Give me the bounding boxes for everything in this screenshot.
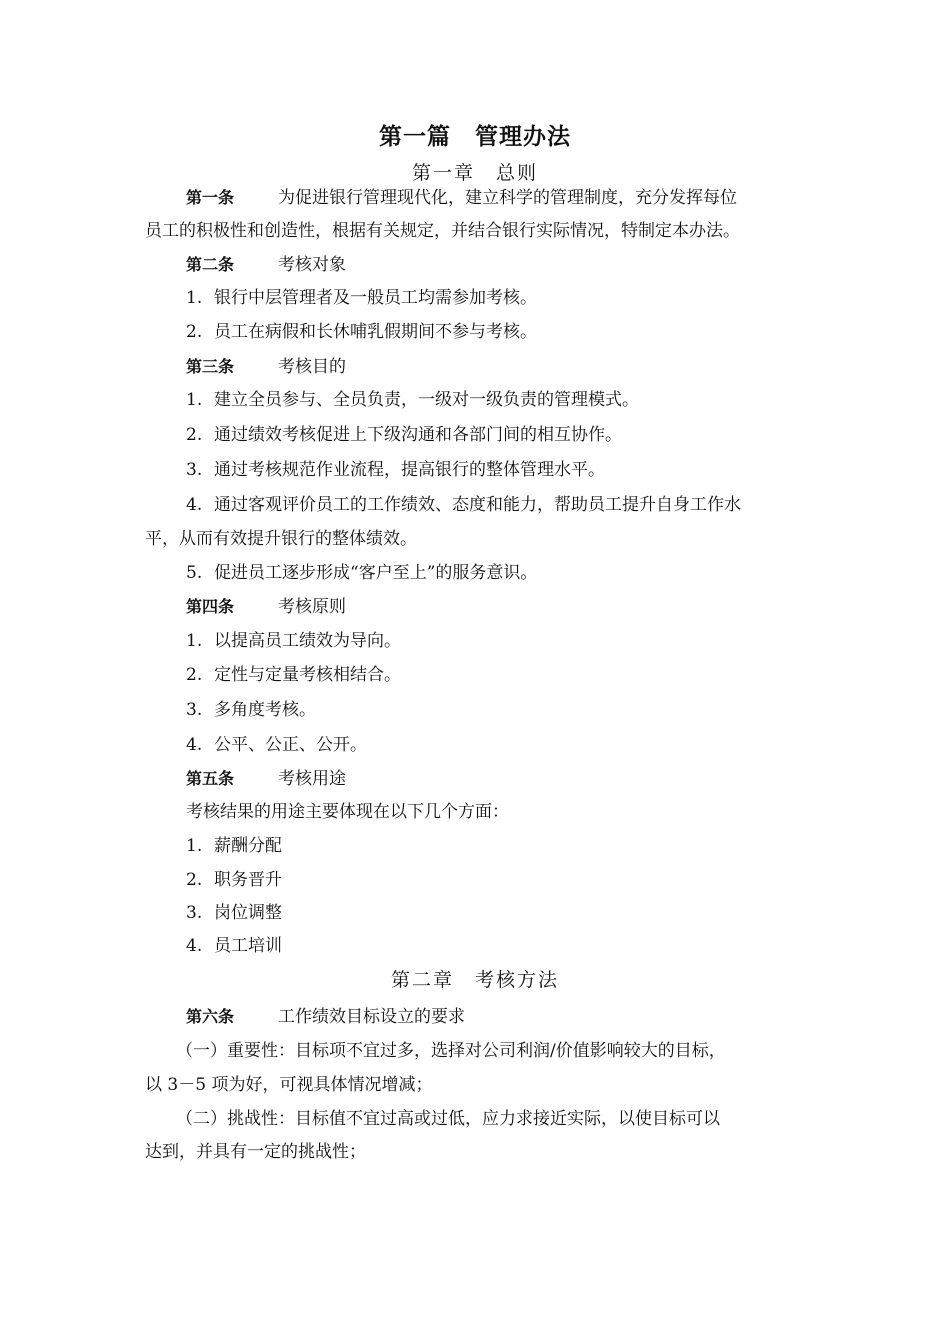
list-number: 2.: [186, 322, 203, 342]
list-item: [0, 934, 950, 958]
list-number: 2.: [186, 665, 203, 685]
article-5-intro: [0, 800, 950, 824]
list-text: 通过绩效考核促进上下级沟通和各部门间的相互协作。: [214, 425, 622, 445]
list-text: 职务晋升: [214, 870, 282, 890]
list-text: 员工在病假和长休哺乳假期间不参与考核。: [214, 322, 537, 342]
list-number: 4.: [186, 936, 203, 956]
paragraph-line: [0, 1140, 950, 1164]
list-number: 4.: [186, 735, 203, 755]
list-number: 5.: [186, 563, 203, 583]
list-number: 3.: [186, 700, 203, 720]
list-text: 以提高员工绩效为导向。: [214, 631, 401, 651]
article-text: 为促进银行管理现代化，建立科学的管理制度，充分发挥每位: [278, 188, 737, 208]
list-item: [0, 388, 950, 412]
article-1-line-1: [0, 186, 950, 210]
list-number: 1.: [186, 288, 203, 308]
article-4-heading: [0, 595, 950, 619]
article-2-heading: [0, 253, 950, 277]
list-text-continued: 平，从而有效提升银行的整体绩效。: [145, 529, 417, 549]
list-item: [0, 320, 950, 344]
list-number: 1.: [186, 631, 203, 651]
list-number: 2.: [186, 870, 203, 890]
article-title: 考核对象: [278, 255, 346, 275]
paragraph-text-continued: 以 3－5 项为好，可视具体情况增减；: [145, 1075, 433, 1095]
list-text: 薪酬分配: [214, 836, 282, 856]
list-item: [0, 901, 950, 925]
list-number: 1.: [186, 836, 203, 856]
list-text: 通过客观评价员工的工作绩效、态度和能力，帮助员工提升自身工作水: [214, 495, 741, 515]
list-item: [0, 663, 950, 687]
article-label: 第五条: [186, 769, 235, 788]
list-item: [0, 868, 950, 892]
article-3-heading: [0, 355, 950, 379]
list-text: 多角度考核。: [214, 700, 316, 720]
article-title: 工作绩效目标设立的要求: [278, 1007, 465, 1027]
list-item: [0, 286, 950, 310]
article-5-heading: [0, 767, 950, 791]
chapter-title: 第一章 总则: [411, 162, 538, 184]
list-text: 通过考核规范作业流程，提高银行的整体管理水平。: [214, 460, 605, 480]
article-label: 第六条: [186, 1007, 235, 1026]
list-item: [0, 561, 950, 585]
intro-text: 考核结果的用途主要体现在以下几个方面：: [186, 802, 509, 822]
article-label: 第二条: [186, 255, 235, 274]
article-1-line-2: [0, 219, 950, 243]
chapter-title: 第二章 考核方法: [390, 969, 559, 991]
list-item: [0, 493, 950, 517]
list-item-continued: [0, 527, 950, 551]
list-text: 公平、公正、公开。: [214, 735, 367, 755]
article-title: 考核原则: [278, 597, 346, 617]
article-6-heading: [0, 1005, 950, 1029]
list-text: 促进员工逐步形成“客户至上”的服务意识。: [214, 563, 538, 583]
article-label: 第四条: [186, 597, 235, 616]
list-number: 2.: [186, 425, 203, 445]
list-text: 建立全员参与、全员负责，一级对一级负责的管理模式。: [214, 390, 639, 410]
list-item: [0, 698, 950, 722]
paragraph-line: [0, 1073, 950, 1097]
list-text: 定性与定量考核相结合。: [214, 665, 401, 685]
part-title: 第一篇 管理办法: [379, 124, 571, 150]
paragraph-text: （二）挑战性：目标值不宜过高或过低，应力求接近实际，以使目标可以: [176, 1109, 720, 1129]
article-text-continued: 员工的积极性和创造性，根据有关规定，并结合银行实际情况，特制定本办法。: [145, 221, 740, 241]
list-item: [0, 423, 950, 447]
paragraph-text-continued: 达到，并具有一定的挑战性；: [145, 1142, 366, 1162]
list-text: 岗位调整: [214, 903, 282, 923]
list-text: 银行中层管理者及一般员工均需参加考核。: [214, 288, 537, 308]
list-number: 4.: [186, 495, 203, 515]
list-text: 员工培训: [214, 936, 282, 956]
paragraph-line: [0, 1039, 950, 1063]
paragraph-line: [0, 1107, 950, 1131]
list-number: 3.: [186, 460, 203, 480]
list-item: [0, 458, 950, 482]
paragraph-text: （一）重要性：目标项不宜过多，选择对公司利润/价值影响较大的目标，: [176, 1041, 726, 1061]
list-item: [0, 834, 950, 858]
article-title: 考核目的: [278, 357, 346, 377]
article-label: 第一条: [186, 188, 235, 207]
article-label: 第三条: [186, 357, 235, 376]
list-number: 3.: [186, 903, 203, 923]
list-number: 1.: [186, 390, 203, 410]
article-title: 考核用途: [278, 769, 346, 789]
list-item: [0, 629, 950, 653]
list-item: [0, 733, 950, 757]
